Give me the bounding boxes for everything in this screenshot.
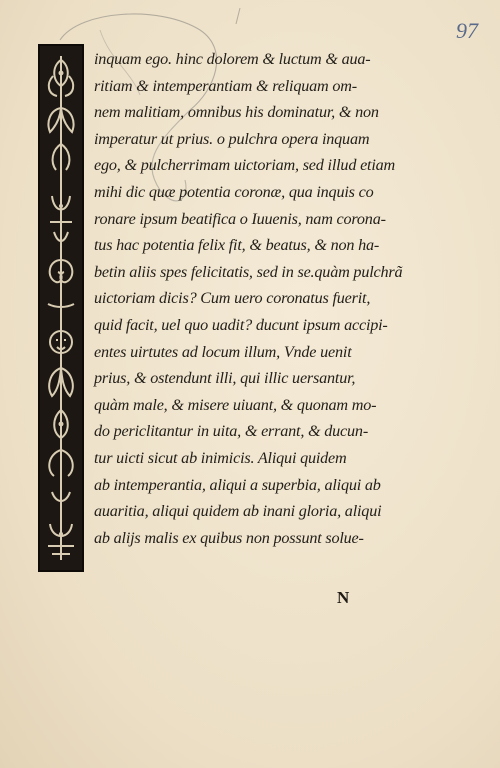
text-line: auaritia, aliqui quidem ab inani gloria, aliqui — [94, 502, 382, 521]
woodcut-ornamental-border — [38, 44, 84, 572]
text-line: inquam ego. hinc dolorem & luctum & aua- — [94, 50, 371, 68]
text-line: prius, & ostendunt illi, qui illic uersantur, — [94, 369, 356, 388]
text-line: do periclitantur in uita, & errant, & ducun- — [94, 422, 369, 441]
text-line: imperatur ut prius. o pulchra opera inquam — [94, 129, 370, 148]
text-line: entes uirtutes ad locum illum, Vnde uenit — [94, 342, 352, 361]
text-line: tur uicti sicut ab inimicis. Aliqui quidem — [94, 448, 347, 467]
text-line: ego, & pulcherrimam uictoriam, sed illud etiam — [94, 156, 396, 175]
text-line: nem malitiam, omnibus his dominatur, & non — [94, 103, 379, 122]
text-line: ab alijs malis ex quibus non possunt solue- — [94, 528, 364, 547]
text-line: ronare ipsum beatifica o Iuuenis, nam corona- — [94, 209, 386, 228]
text-line: ab intemperantia, aliqui a superbia, aliqui ab — [94, 475, 381, 494]
text-line: uictoriam dicis? Cum uero coronatus fuerit, — [94, 289, 371, 308]
text-line: tus hac potentia felix fit, & beatus, & non ha- — [94, 236, 380, 255]
signature-mark: N — [337, 588, 350, 607]
latin-text-block — [94, 46, 480, 551]
text-line: mihi dic quæ potentia coronæ, qua inquis co — [94, 182, 374, 201]
page-number: 97 — [456, 18, 478, 43]
text-line: quid facit, uel quo uadit? ducunt ipsum accipi- — [94, 315, 388, 334]
text-line: quàm male, & misere uiuant, & quonam mo- — [94, 395, 377, 414]
text-line: ritiam & intemperantiam & reliquam om- — [94, 76, 357, 95]
text-line: betin aliis spes felicitatis, sed in se.quàm pulchrã — [94, 262, 403, 281]
